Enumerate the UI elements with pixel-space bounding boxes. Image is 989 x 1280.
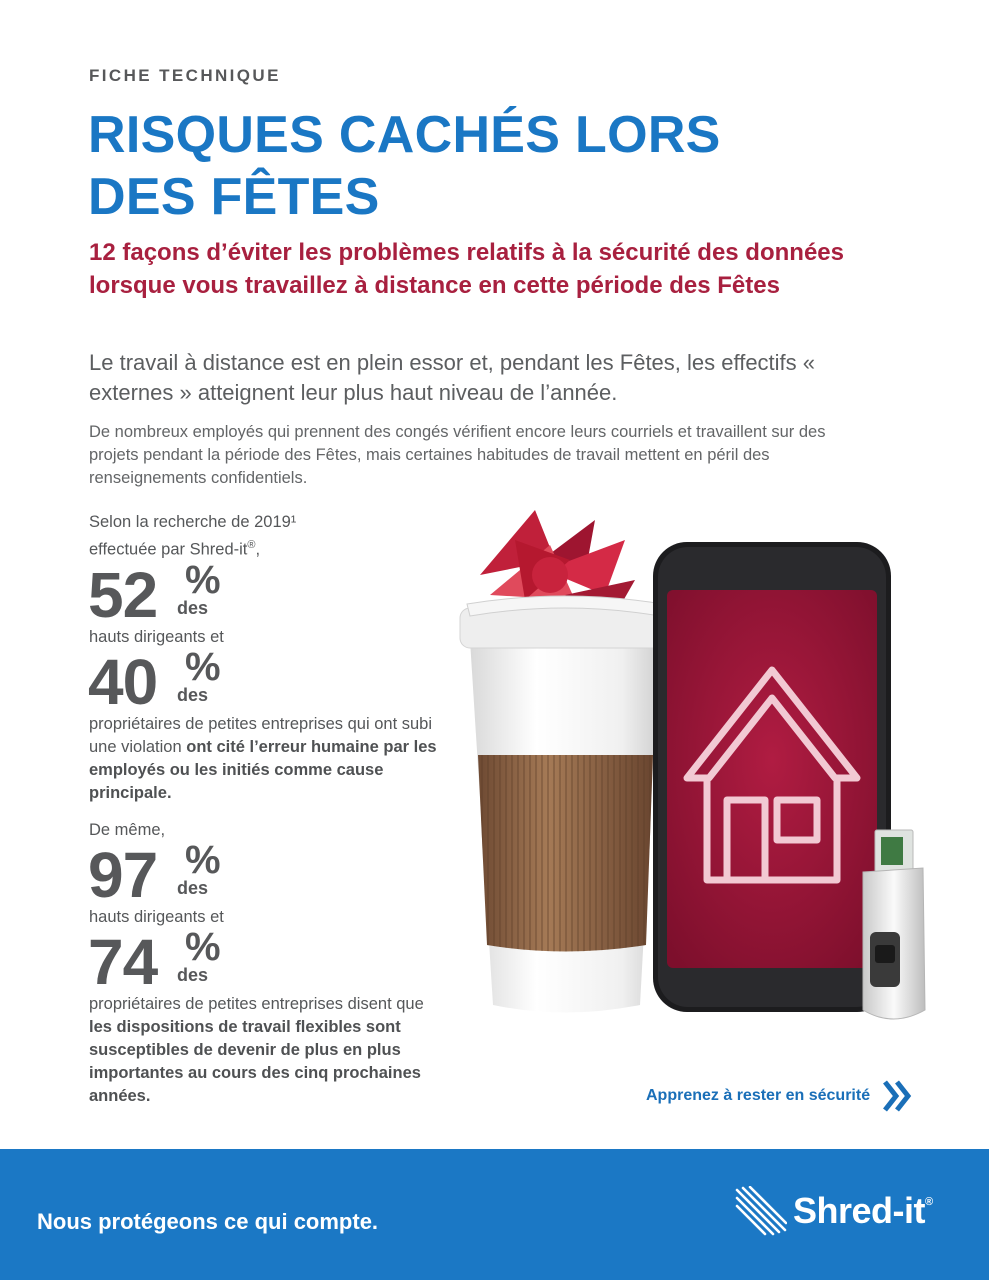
stats-intro — [89, 511, 449, 562]
stat-unit: % — [185, 557, 221, 602]
stat-label-2 — [89, 713, 449, 805]
stat-unit: % — [185, 924, 221, 969]
stat-unit: % — [185, 644, 221, 689]
brand-logo — [735, 1183, 965, 1239]
stat-97 — [88, 837, 449, 911]
brand-name: Shred-it — [793, 1190, 926, 1231]
stat-value: 97 — [88, 838, 158, 911]
registered-mark: ® — [247, 539, 256, 551]
stat-label-3: hauts dirigeants et — [89, 907, 224, 926]
body-paragraph: De nombreux employés qui prennent des congés vérifient encore leurs courriels et travaillent sur des projets pendant la période des Fêtes, mais certaines habitudes de travail mettent en péril des renseignements confidentiels. — [89, 423, 826, 487]
stat-value: 40 — [88, 645, 158, 718]
shred-stripes-icon — [735, 1186, 787, 1236]
lead-paragraph: Le travail à distance est en plein essor et, pendant les Fêtes, les effectifs « externes » atteignent leur plus haut niveau de l’année. — [89, 350, 816, 405]
stat-label-2-bold: ont cité l’erreur humaine par les employés ou les initiés comme cause principale. — [89, 737, 437, 802]
stat-label-2-text: propriétaires de petites entreprises qui ont subi une violation — [89, 714, 433, 756]
footer-band — [0, 1149, 989, 1280]
stat-suffix: des — [177, 877, 209, 898]
stat-value: 74 — [88, 925, 158, 998]
title-line-2: DES FÊTES — [88, 168, 380, 226]
footer-tagline: Nous protégeons ce qui compte. — [37, 1209, 379, 1234]
stat-suffix: des — [177, 597, 209, 618]
stat-suffix: des — [177, 964, 209, 985]
stat-label-1: hauts dirigeants et — [89, 627, 224, 646]
stat-74 — [88, 924, 449, 998]
stat-label-4-bold: les dispositions de travail flexibles sont susceptibles de devenir de plus en plus importantes au cours des cinq prochaines années. — [89, 1017, 421, 1105]
stats-intro-line2: effectuée par Shred-it — [89, 540, 248, 559]
doc-subtitle: 12 façons d’éviter les problèmes relatifs à la sécurité des données lorsque vous travaillez à distance en cette période des Fêtes — [89, 239, 844, 299]
doc-title — [88, 104, 888, 228]
coffee-cup-icon — [460, 596, 670, 1013]
stat-suffix: des — [177, 684, 209, 705]
stat-52 — [88, 557, 449, 631]
stat-label-4-text: propriétaires de petites entreprises disent que — [89, 994, 424, 1013]
learn-more-label: Apprenez à rester en sécurité — [646, 1087, 871, 1104]
stat-value: 52 — [88, 558, 158, 631]
holiday-illustration — [455, 500, 935, 1040]
stats-intro-2: De même, — [89, 820, 166, 839]
stats-column — [89, 511, 449, 1108]
brand-registered-mark: ® — [925, 1196, 933, 1208]
brand-wordmark — [793, 1190, 933, 1232]
doc-eyebrow: FICHE TECHNIQUE — [89, 66, 281, 85]
title-line-1: RISQUES CACHÉS LORS — [88, 106, 721, 164]
learn-more-link[interactable] — [646, 1084, 912, 1108]
stats-intro-line1: Selon la recherche de 2019¹ — [89, 513, 297, 531]
stat-unit: % — [185, 837, 221, 882]
smartphone-icon — [653, 542, 891, 1012]
stat-40 — [88, 644, 449, 718]
stat-label-4 — [89, 993, 449, 1108]
stats-intro-comma: , — [255, 540, 261, 559]
double-chevron-right-icon — [882, 1080, 912, 1112]
